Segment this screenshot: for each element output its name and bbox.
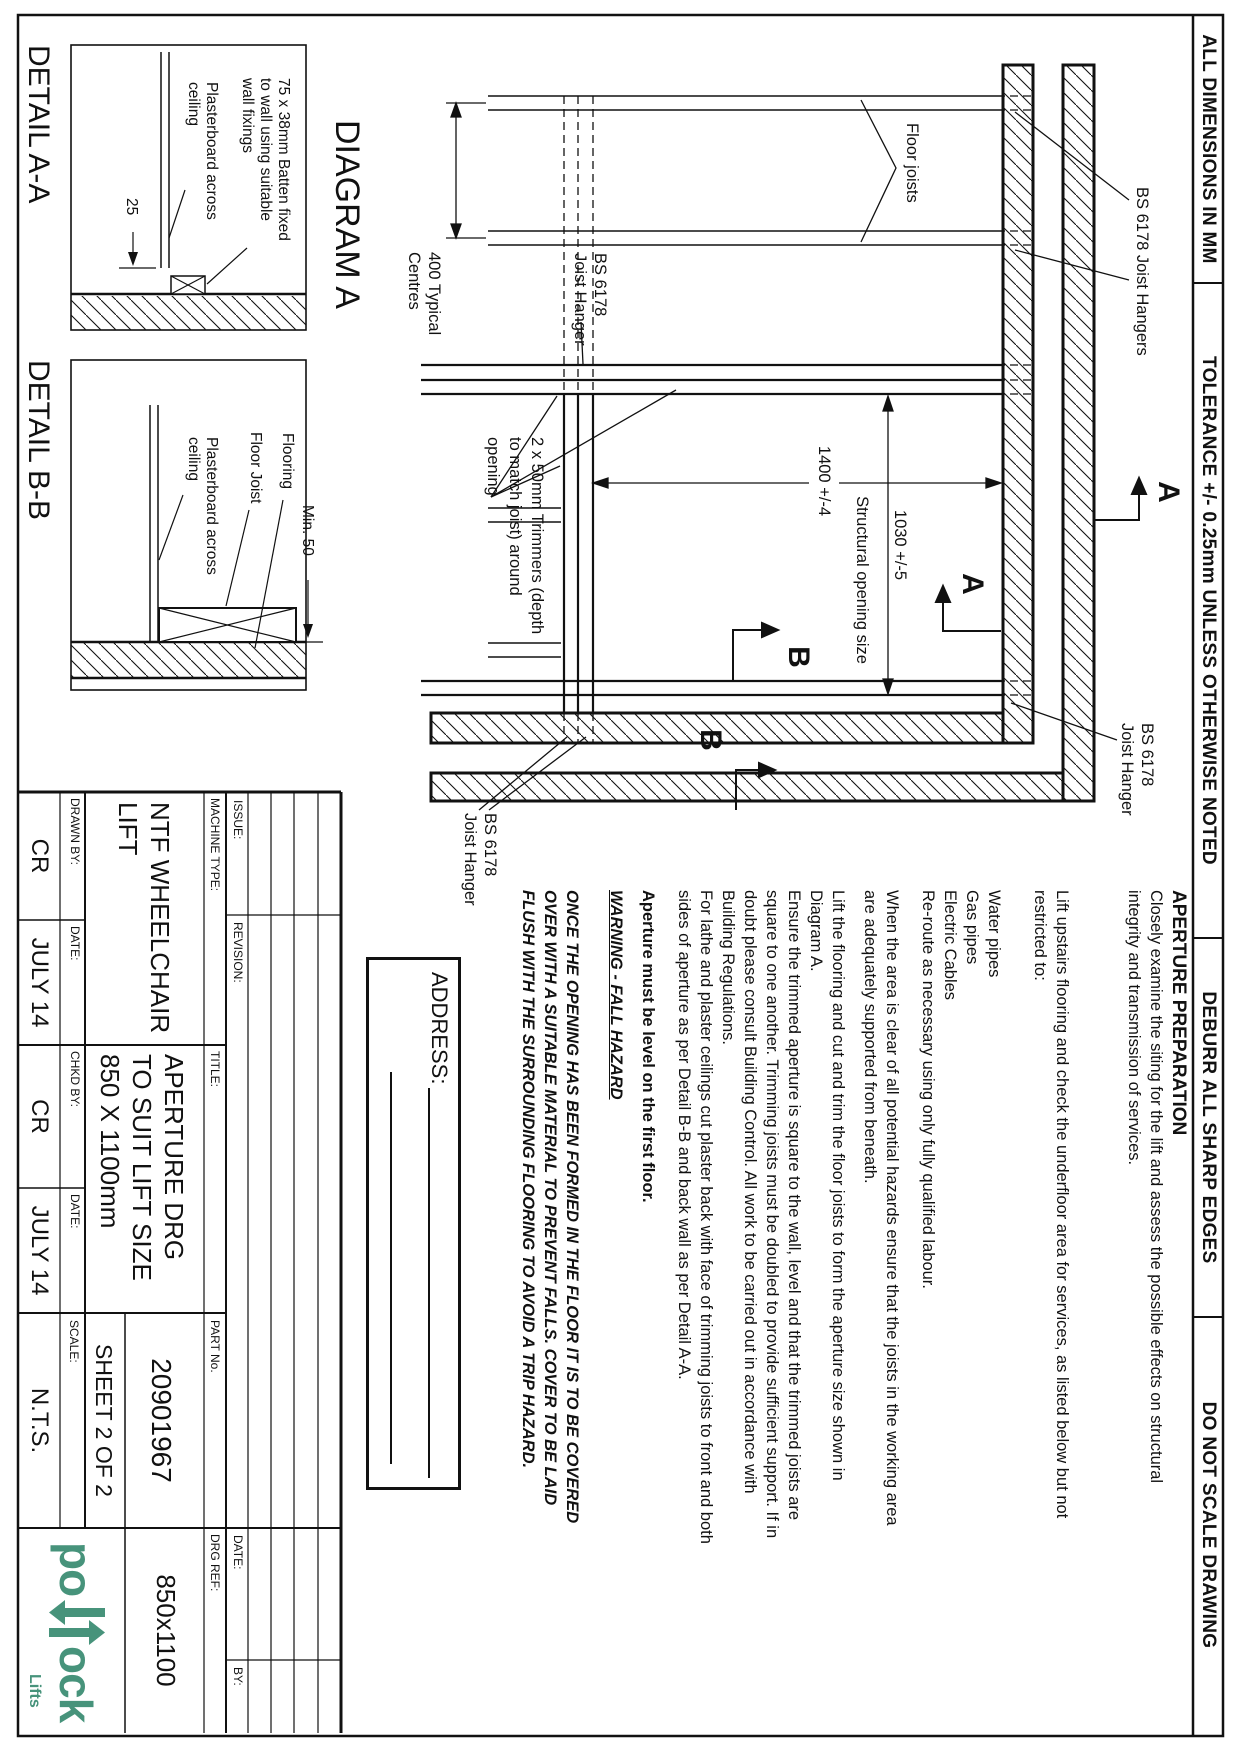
aa-dim-25: 25	[123, 198, 140, 216]
drawn-date-label: DATE:	[68, 926, 82, 961]
hanger-tr-label-2: Joist Hanger	[1118, 723, 1136, 816]
address-box	[366, 957, 461, 1490]
sheet-number: SHEET 2 OF 2	[91, 1344, 117, 1497]
revision-label: REVISION:	[231, 922, 245, 983]
machine-type-value-2: LIFT	[113, 802, 143, 856]
notes-p3-l2: are adequately supported from beneath.	[861, 890, 879, 1184]
scale-value: N.T.S.	[26, 1387, 53, 1454]
warning-l1: ONCE THE OPENING HAS BEEN FORMED IN THE FLOOR IT IS TO BE COVERED	[563, 890, 581, 1524]
notes-service-2: Gas pipes	[963, 890, 981, 965]
logo-text-ock: ock	[50, 1646, 102, 1723]
notes-p4-l2: Diagram A.	[807, 890, 825, 972]
trimmers-label-2: to match joist) around	[506, 437, 524, 596]
drawn-date-value: JULY 14	[26, 937, 53, 1028]
title-value-3: 850 X 1100mm	[95, 1054, 125, 1229]
hanger-left-label-2: Joist Hanger	[571, 253, 589, 346]
logo-arrows-icon	[47, 1600, 107, 1646]
issue-label: ISSUE:	[231, 800, 245, 840]
notes-service-1: Water pipes	[985, 890, 1003, 978]
by-label: BY:	[231, 1667, 245, 1686]
notes-service-3: Electric Cables	[941, 890, 959, 1001]
hanger-br-label-2: Joist Hanger	[461, 813, 479, 906]
address-label: ADDRESS:	[427, 972, 452, 1085]
notes-p5-l2: square to one another. Trimming joists must be doubled to provide sufficient support. If in	[763, 890, 781, 1539]
drg-ref-label: DRG REF:	[208, 1534, 222, 1592]
notes-service-4: Re-route as necessary using only fully qualified labour.	[919, 890, 937, 1289]
section-b-letter-1: B	[782, 646, 815, 668]
rev-date-label: DATE:	[231, 1535, 245, 1570]
notes-p5-l3: doubt please consult Building Control. All work to be carried out in accordance with	[741, 890, 759, 1494]
dim-400-centres	[446, 103, 486, 238]
part-no-value: 20901967	[146, 1358, 177, 1483]
bb-flooring-label: Flooring	[279, 433, 296, 489]
hanger-left-label-1: BS 6178	[591, 253, 609, 317]
notes-p5-l4: Building Regulations.	[719, 890, 737, 1046]
warning-l3: FLUSH WITH THE SURROUNDING FLOORING TO AVOID A TRIP HAZARD.	[519, 890, 537, 1469]
section-a-letter-1: A	[956, 573, 989, 595]
chkd-date-label: DATE:	[68, 1194, 82, 1229]
diagram-a-title: DIAGRAM A	[328, 120, 366, 309]
chkd-date-value: JULY 14	[26, 1205, 53, 1296]
warning-title: WARNING - FALL HAZARD	[607, 890, 625, 1100]
detail-aa	[22, 45, 306, 330]
notes-p2-l1: Lift upstairs flooring and check the underfloor area for services, as listed below but not	[1053, 890, 1071, 1519]
chkd-by-label: CHKD BY:	[68, 1051, 82, 1108]
logo-sub-lifts: Lifts	[26, 1674, 43, 1708]
aa-batten-label-3: wall fixings	[239, 78, 256, 153]
detail-bb	[22, 360, 323, 690]
notes-level-note: Aperture must be level on the first floor.	[639, 890, 657, 1203]
aa-plasterboard-label-1: Plasterboard across	[203, 82, 220, 220]
trimmers-label-1: 2 x 50mm Trimmers (depth	[528, 437, 546, 635]
notes-p1-l1: Closely examine the siting for the lift and assess the possible effects on structural	[1147, 890, 1165, 1484]
machine-type-label: MACHINE TYPE:	[208, 798, 222, 892]
drg-ref-value: 850x1100	[151, 1574, 181, 1687]
aa-batten-label-2: to wall using suitable	[257, 78, 274, 222]
wall-sections	[431, 65, 1094, 801]
scale-label: SCALE:	[67, 1320, 81, 1363]
notes-p3-l1: When the area is clear of all potential hazards ensure that the joists in the working area	[883, 890, 901, 1526]
dim-1400-label: 1400 +/-4	[815, 445, 833, 517]
notes-heading: APERTURE PREPARATION	[1168, 890, 1189, 1136]
strip-all-dimensions: ALL DIMENSIONS IN MM	[1198, 34, 1219, 264]
notes-p6-l2: sides of aperture as per Detail B-B and back wall as per Detail A-A.	[675, 890, 693, 1380]
address-line-1	[428, 1088, 430, 1478]
section-a-letter-2: A	[1152, 481, 1185, 503]
notes-p5-l1: Ensure the trimmed aperture is square to the wall, level and that the trimmed joists are	[785, 890, 803, 1521]
section-b-letter-2: B	[694, 729, 727, 751]
bb-dim-min50: Min. 50	[299, 505, 316, 556]
floor-joists	[488, 96, 1003, 657]
machine-type-value-1: NTF WHEELCHAIR	[145, 802, 175, 1034]
hangers-top-label: BS 6178 Joist Hangers	[1133, 187, 1151, 356]
part-no-label: PART No.	[208, 1320, 222, 1373]
dim-1400	[593, 478, 1001, 488]
aa-batten-label-1: 75 x 38mm Batten fixed	[275, 78, 292, 241]
logo-text-po: po	[50, 1542, 102, 1597]
bb-plasterboard-label-1: Plasterboard across	[203, 437, 220, 575]
sheet-frame	[18, 15, 1223, 1736]
hanger-tr-label-1: BS 6178	[1138, 723, 1156, 787]
bb-plasterboard-label-2: ceiling	[185, 437, 202, 481]
strip-tolerance: TOLERANCE +/- 0.25mm UNLESS OTHERWISE NOTED	[1198, 356, 1219, 865]
bb-joist-label: Floor Joist	[247, 432, 264, 504]
dim-1030-label: 1030 +/-5	[891, 509, 909, 581]
address-line-2	[390, 1072, 392, 1464]
pollock-lifts-logo	[18, 1528, 125, 1733]
notes-p1-l2: integrity and transmission of services.	[1125, 890, 1143, 1166]
detail-aa-caption: DETAIL A-A	[22, 45, 55, 204]
notes-p4-l1: Lift the flooring and cut and trim the floor joists to form the aperture size shown in	[829, 890, 847, 1481]
trimmers-label-3: opening	[484, 437, 502, 496]
warning-l2: OVER WITH A SUITABLE MATERIAL TO PREVENT FALLS. COVER TO BE LAID	[541, 890, 559, 1506]
hanger-br-label-1: BS 6178	[481, 813, 499, 877]
strip-no-scale: DO NOT SCALE DRAWING	[1198, 1401, 1219, 1649]
floor-joists-label: Floor joists	[903, 123, 921, 203]
chkd-by-value: CR	[26, 1099, 53, 1134]
title-value-1: APERTURE DRG	[159, 1054, 189, 1261]
centres-label-1: 400 Typical	[425, 252, 443, 336]
title-value-2: TO SUIT LIFT SIZE	[127, 1054, 157, 1281]
strip-deburr: DEBURR ALL SHARP EDGES	[1198, 991, 1219, 1264]
drawn-by-value: CR	[26, 838, 53, 874]
drawn-by-label: DRAWN BY:	[68, 798, 82, 865]
opening-size-label: Structural opening size	[853, 496, 871, 664]
notes-p2-l2: restricted to:	[1031, 890, 1049, 981]
notes-p6-l1: For lathe and plaster ceilings cut plaster back with face of trimming joists to front and both	[697, 890, 715, 1544]
title-label: TITLE:	[208, 1051, 222, 1088]
aa-plasterboard-label-2: ceiling	[185, 82, 202, 126]
centres-label-2: Centres	[405, 252, 423, 310]
detail-bb-caption: DETAIL B-B	[22, 360, 55, 521]
